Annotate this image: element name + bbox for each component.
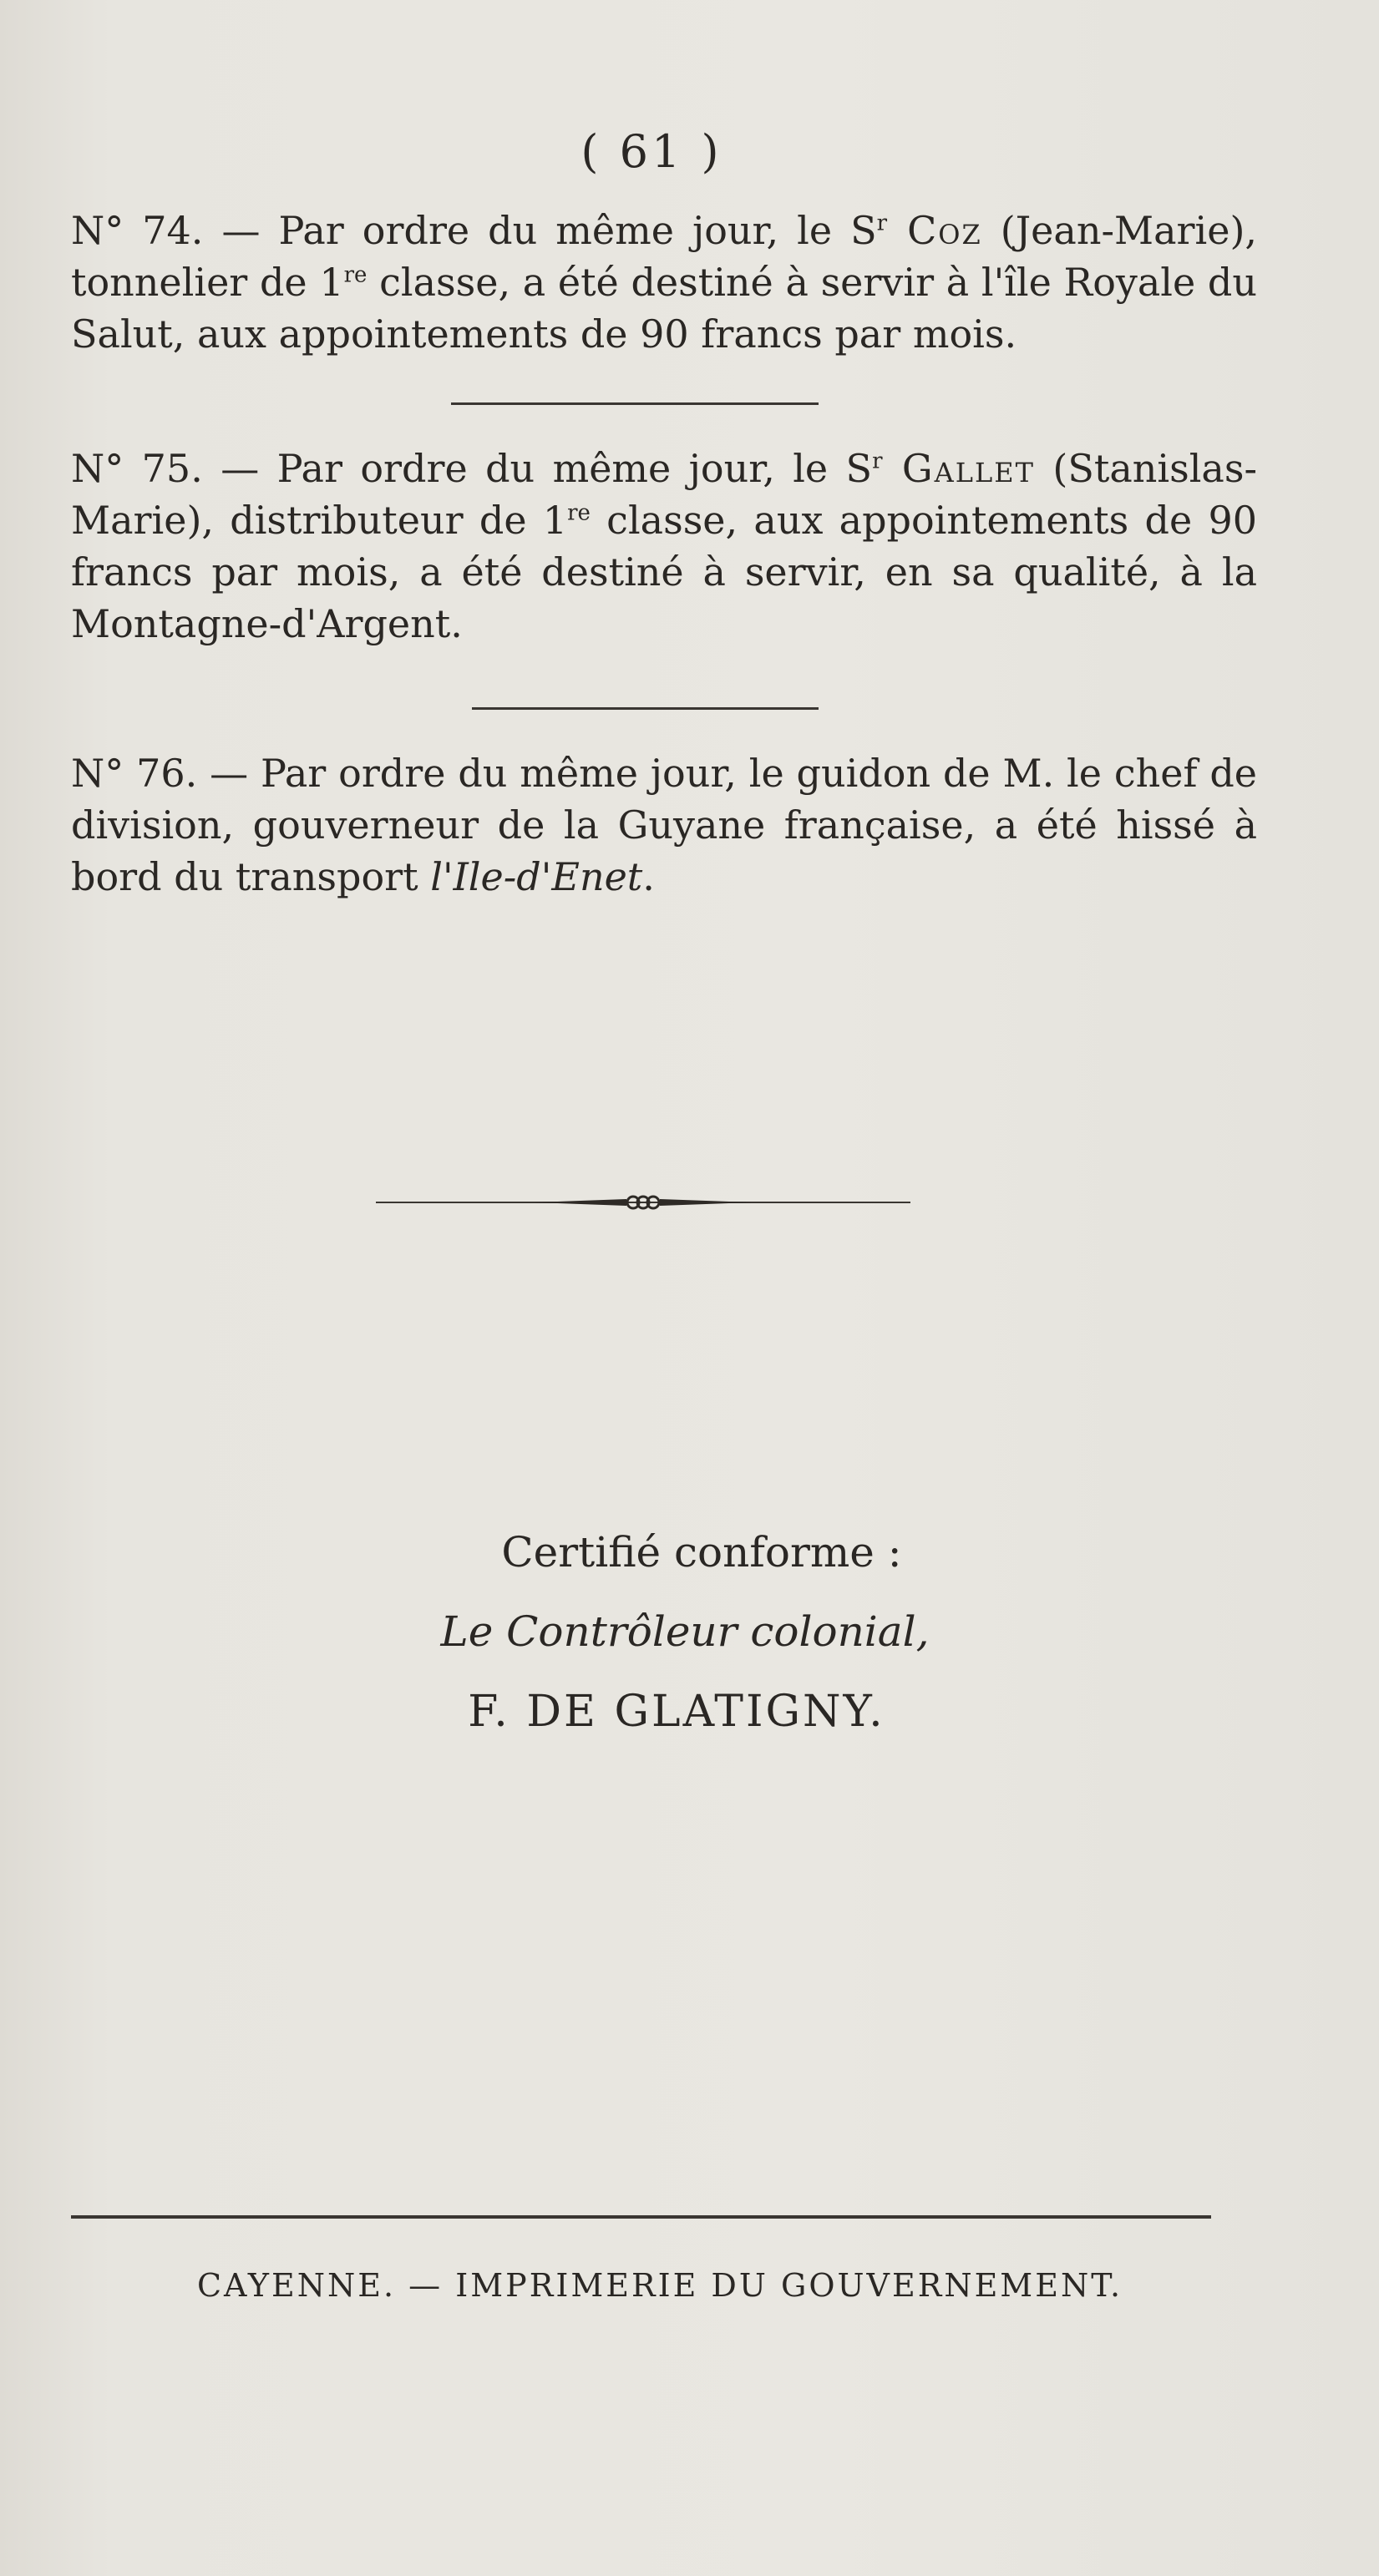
printer-imprint: CAYENNE. — IMPRIMERIE DU GOUVERNEMENT. [196, 2267, 1123, 2304]
separator-rule [451, 402, 819, 405]
ship-name: l'Ile-d'Enet [430, 854, 643, 899]
separator-rule [472, 707, 819, 710]
person-name: Coz [887, 208, 982, 253]
entry-text: — Par ordre du même jour, le S [203, 208, 877, 253]
superscript: r [876, 210, 888, 236]
entry-text: . [642, 854, 655, 899]
entry-number: N° 76. [71, 751, 198, 796]
superscript: re [343, 262, 368, 288]
entry-text: classe, a été destiné à servir à l'île Royale du Salut, aux appointements de 90 francs par mois. [71, 260, 1257, 357]
entry-number: N° 75. [71, 446, 203, 491]
page-number: ( 61 ) [580, 125, 722, 178]
signatory-title: Le Contrôleur colonial, [440, 1607, 930, 1656]
entry-text: (Stanislas-Marie), distributeur de 1 [71, 446, 1257, 543]
superscript: re [567, 500, 591, 526]
entry-number: N° 74. [71, 208, 204, 253]
entry-76 [71, 747, 1257, 903]
entry-text: — Par ordre du même jour, le guidon de M. le chef de division, gouverneur de la Guyane française, a été hissé à bord du transport [71, 751, 1257, 899]
signatory-name: F. DE GLATIGNY. [468, 1687, 885, 1737]
footer-rule [71, 2215, 1211, 2219]
certification-line: Certifié conforme : [501, 1528, 902, 1576]
superscript: r [872, 448, 883, 474]
entry-74 [71, 205, 1257, 360]
ornament-divider [376, 1190, 910, 1215]
entry-text: (Jean-Marie), tonnelier de 1 [71, 208, 1258, 305]
entry-text: — Par ordre du même jour, le S [202, 446, 873, 491]
entry-75 [71, 443, 1257, 650]
entry-text: classe, aux appointements de 90 francs par mois, a été destiné à servir, en sa qualité, à la Montagne-d'Argent. [71, 498, 1257, 646]
person-name: Gallet [882, 446, 1035, 491]
